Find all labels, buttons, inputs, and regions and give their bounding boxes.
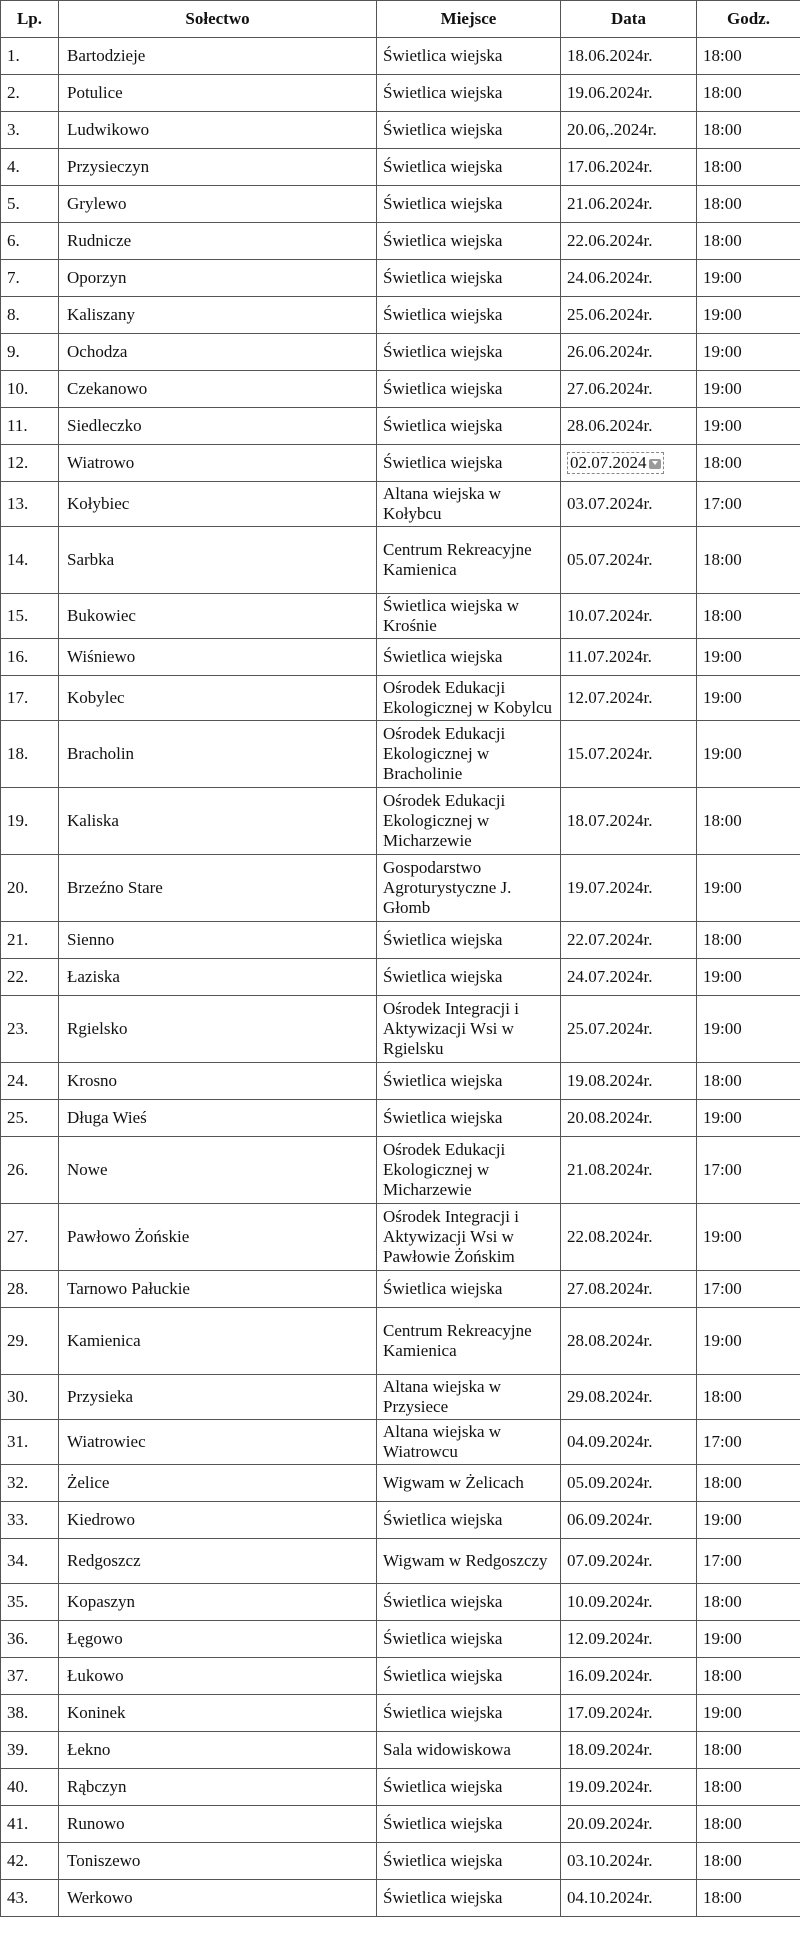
table-row bbox=[1, 1100, 800, 1137]
cell-miejsce: Wigwam w Redgoszczy bbox=[377, 1539, 561, 1584]
cell-miejsce: Ośrodek Edukacji Ekologicznej w Micharzewie bbox=[377, 788, 561, 855]
cell-lp: 8. bbox=[1, 297, 59, 334]
table-row bbox=[1, 1137, 800, 1204]
cell-solectwo: Potulice bbox=[59, 75, 377, 112]
table-row bbox=[1, 996, 800, 1063]
cell-data: 20.09.2024r. bbox=[561, 1806, 697, 1843]
cell-solectwo: Kiedrowo bbox=[59, 1502, 377, 1539]
cell-solectwo: Oporzyn bbox=[59, 260, 377, 297]
table-row bbox=[1, 1621, 800, 1658]
cell-godz: 19:00 bbox=[697, 996, 800, 1063]
cell-data: 18.09.2024r. bbox=[561, 1732, 697, 1769]
cell-godz: 19:00 bbox=[697, 371, 800, 408]
header-miejsce: Miejsce bbox=[377, 1, 561, 38]
cell-lp: 11. bbox=[1, 408, 59, 445]
cell-miejsce: Świetlica wiejska bbox=[377, 1063, 561, 1100]
cell-miejsce: Ośrodek Integracji i Aktywizacji Wsi w Pawłowie Żońskim bbox=[377, 1204, 561, 1271]
cell-solectwo: Łekno bbox=[59, 1732, 377, 1769]
cell-data: 03.07.2024r. bbox=[561, 482, 697, 527]
cell-lp: 16. bbox=[1, 639, 59, 676]
cell-miejsce: Świetlica wiejska bbox=[377, 1271, 561, 1308]
cell-solectwo: Ludwikowo bbox=[59, 112, 377, 149]
cell-miejsce: Świetlica wiejska bbox=[377, 371, 561, 408]
cell-solectwo: Czekanowo bbox=[59, 371, 377, 408]
cell-miejsce: Ośrodek Edukacji Ekologicznej w Micharzewie bbox=[377, 1137, 561, 1204]
cell-data: 20.06,.2024r. bbox=[561, 112, 697, 149]
cell-solectwo: Wiatrowiec bbox=[59, 1420, 377, 1465]
cell-lp: 31. bbox=[1, 1420, 59, 1465]
cell-lp: 2. bbox=[1, 75, 59, 112]
cell-data: 18.06.2024r. bbox=[561, 38, 697, 75]
cell-lp: 30. bbox=[1, 1375, 59, 1420]
cell-godz: 17:00 bbox=[697, 1271, 800, 1308]
cell-lp: 29. bbox=[1, 1308, 59, 1375]
cell-data: 06.09.2024r. bbox=[561, 1502, 697, 1539]
cell-miejsce: Altana wiejska w Przysiece bbox=[377, 1375, 561, 1420]
cell-data: 21.06.2024r. bbox=[561, 186, 697, 223]
cell-miejsce: Świetlica wiejska bbox=[377, 1621, 561, 1658]
cell-godz: 17:00 bbox=[697, 1137, 800, 1204]
cell-solectwo: Żelice bbox=[59, 1465, 377, 1502]
cell-godz: 18:00 bbox=[697, 112, 800, 149]
cell-data: 28.06.2024r. bbox=[561, 408, 697, 445]
cell-lp: 18. bbox=[1, 721, 59, 788]
cell-godz: 19:00 bbox=[697, 676, 800, 721]
cell-miejsce: Świetlica wiejska bbox=[377, 1843, 561, 1880]
cell-godz: 19:00 bbox=[697, 260, 800, 297]
cell-miejsce: Świetlica wiejska bbox=[377, 1502, 561, 1539]
table-row bbox=[1, 721, 800, 788]
cell-godz: 19:00 bbox=[697, 639, 800, 676]
cell-godz: 18:00 bbox=[697, 1806, 800, 1843]
cell-godz: 19:00 bbox=[697, 1204, 800, 1271]
cell-lp: 14. bbox=[1, 527, 59, 594]
table-row bbox=[1, 1465, 800, 1502]
cell-miejsce: Świetlica wiejska bbox=[377, 1769, 561, 1806]
cell-data: 27.08.2024r. bbox=[561, 1271, 697, 1308]
cell-data: 15.07.2024r. bbox=[561, 721, 697, 788]
cell-godz: 18:00 bbox=[697, 1732, 800, 1769]
cell-godz: 18:00 bbox=[697, 1769, 800, 1806]
cell-miejsce: Świetlica wiejska bbox=[377, 297, 561, 334]
cell-godz: 19:00 bbox=[697, 855, 800, 922]
cell-lp: 19. bbox=[1, 788, 59, 855]
cell-miejsce: Ośrodek Integracji i Aktywizacji Wsi w Rgielsku bbox=[377, 996, 561, 1063]
cell-miejsce: Gospodarstwo Agroturystyczne J. Głomb bbox=[377, 855, 561, 922]
cell-miejsce: Świetlica wiejska bbox=[377, 1584, 561, 1621]
cell-godz: 19:00 bbox=[697, 408, 800, 445]
table-row bbox=[1, 855, 800, 922]
cell-data: 22.08.2024r. bbox=[561, 1204, 697, 1271]
cell-miejsce: Sala widowiskowa bbox=[377, 1732, 561, 1769]
cell-godz: 17:00 bbox=[697, 1539, 800, 1584]
cell-solectwo: Toniszewo bbox=[59, 1843, 377, 1880]
cell-lp: 9. bbox=[1, 334, 59, 371]
cell-solectwo: Rgielsko bbox=[59, 996, 377, 1063]
cell-data: 04.10.2024r. bbox=[561, 1880, 697, 1917]
table-row bbox=[1, 149, 800, 186]
table-row bbox=[1, 1539, 800, 1584]
cell-godz: 19:00 bbox=[697, 1621, 800, 1658]
cell-miejsce: Świetlica wiejska bbox=[377, 186, 561, 223]
cell-lp: 4. bbox=[1, 149, 59, 186]
table-row bbox=[1, 1502, 800, 1539]
cell-solectwo: Przysieka bbox=[59, 1375, 377, 1420]
table-row bbox=[1, 445, 800, 482]
table-row bbox=[1, 482, 800, 527]
cell-lp: 5. bbox=[1, 186, 59, 223]
cell-data: 10.07.2024r. bbox=[561, 594, 697, 639]
cell-lp: 33. bbox=[1, 1502, 59, 1539]
cell-godz: 19:00 bbox=[697, 721, 800, 788]
cell-data: 22.07.2024r. bbox=[561, 922, 697, 959]
cell-data: 22.06.2024r. bbox=[561, 223, 697, 260]
cell-miejsce: Świetlica wiejska bbox=[377, 260, 561, 297]
table-row bbox=[1, 371, 800, 408]
cell-lp: 37. bbox=[1, 1658, 59, 1695]
cell-godz: 18:00 bbox=[697, 922, 800, 959]
cell-miejsce: Świetlica wiejska bbox=[377, 1100, 561, 1137]
cell-solectwo: Ochodza bbox=[59, 334, 377, 371]
cell-godz: 18:00 bbox=[697, 1063, 800, 1100]
cell-miejsce: Altana wiejska w Kołybcu bbox=[377, 482, 561, 527]
table-row bbox=[1, 334, 800, 371]
cell-lp: 27. bbox=[1, 1204, 59, 1271]
cell-solectwo: Redgoszcz bbox=[59, 1539, 377, 1584]
cell-miejsce: Świetlica wiejska bbox=[377, 38, 561, 75]
table-row bbox=[1, 676, 800, 721]
cell-lp: 20. bbox=[1, 855, 59, 922]
cell-miejsce: Świetlica wiejska bbox=[377, 445, 561, 482]
table-row bbox=[1, 223, 800, 260]
cell-data: 03.10.2024r. bbox=[561, 1843, 697, 1880]
table-row bbox=[1, 1732, 800, 1769]
cell-solectwo: Kaliska bbox=[59, 788, 377, 855]
cell-godz: 18:00 bbox=[697, 75, 800, 112]
cell-lp: 25. bbox=[1, 1100, 59, 1137]
table-row bbox=[1, 1204, 800, 1271]
cell-solectwo: Siedleczko bbox=[59, 408, 377, 445]
cell-miejsce: Świetlica wiejska bbox=[377, 639, 561, 676]
header-lp: Lp. bbox=[1, 1, 59, 38]
cell-data: 28.08.2024r. bbox=[561, 1308, 697, 1375]
cell-godz: 19:00 bbox=[697, 1308, 800, 1375]
cell-solectwo: Nowe bbox=[59, 1137, 377, 1204]
cell-data: 17.06.2024r. bbox=[561, 149, 697, 186]
cell-godz: 19:00 bbox=[697, 334, 800, 371]
cell-lp: 10. bbox=[1, 371, 59, 408]
cell-data: 17.09.2024r. bbox=[561, 1695, 697, 1732]
cell-data: 11.07.2024r. bbox=[561, 639, 697, 676]
cell-solectwo: Pawłowo Żońskie bbox=[59, 1204, 377, 1271]
cell-lp: 35. bbox=[1, 1584, 59, 1621]
cell-lp: 32. bbox=[1, 1465, 59, 1502]
cell-solectwo: Koninek bbox=[59, 1695, 377, 1732]
cell-solectwo: Runowo bbox=[59, 1806, 377, 1843]
cell-solectwo: Sarbka bbox=[59, 527, 377, 594]
table-row bbox=[1, 594, 800, 639]
header-solectwo: Sołectwo bbox=[59, 1, 377, 38]
table-row bbox=[1, 1271, 800, 1308]
cell-godz: 17:00 bbox=[697, 482, 800, 527]
cell-miejsce: Świetlica wiejska bbox=[377, 408, 561, 445]
cell-godz: 19:00 bbox=[697, 1502, 800, 1539]
cell-lp: 43. bbox=[1, 1880, 59, 1917]
cell-data: 12.09.2024r. bbox=[561, 1621, 697, 1658]
cell-data: 27.06.2024r. bbox=[561, 371, 697, 408]
cell-solectwo: Rudnicze bbox=[59, 223, 377, 260]
cell-solectwo: Kobylec bbox=[59, 676, 377, 721]
table-row bbox=[1, 260, 800, 297]
cell-miejsce: Altana wiejska w Wiatrowcu bbox=[377, 1420, 561, 1465]
cell-lp: 42. bbox=[1, 1843, 59, 1880]
table-row bbox=[1, 1063, 800, 1100]
table-row bbox=[1, 527, 800, 594]
cell-data: 04.09.2024r. bbox=[561, 1420, 697, 1465]
table-row bbox=[1, 1843, 800, 1880]
cell-lp: 24. bbox=[1, 1063, 59, 1100]
cell-lp: 23. bbox=[1, 996, 59, 1063]
cell-godz: 19:00 bbox=[697, 959, 800, 996]
cell-data: 26.06.2024r. bbox=[561, 334, 697, 371]
cell-godz: 18:00 bbox=[697, 186, 800, 223]
cell-data: 24.07.2024r. bbox=[561, 959, 697, 996]
cell-godz: 18:00 bbox=[697, 1658, 800, 1695]
table-row bbox=[1, 112, 800, 149]
cell-godz: 19:00 bbox=[697, 297, 800, 334]
table-row bbox=[1, 1658, 800, 1695]
cell-data: 19.09.2024r. bbox=[561, 1769, 697, 1806]
cell-godz: 18:00 bbox=[697, 527, 800, 594]
table-row bbox=[1, 1806, 800, 1843]
cell-lp: 1. bbox=[1, 38, 59, 75]
cell-data: 19.07.2024r. bbox=[561, 855, 697, 922]
cell-lp: 41. bbox=[1, 1806, 59, 1843]
table-row bbox=[1, 639, 800, 676]
cell-miejsce: Świetlica wiejska bbox=[377, 922, 561, 959]
cell-miejsce: Świetlica wiejska bbox=[377, 223, 561, 260]
cell-lp: 28. bbox=[1, 1271, 59, 1308]
cell-miejsce: Świetlica wiejska bbox=[377, 959, 561, 996]
cell-solectwo: Długa Wieś bbox=[59, 1100, 377, 1137]
cell-solectwo: Kaliszany bbox=[59, 297, 377, 334]
cell-lp: 39. bbox=[1, 1732, 59, 1769]
cell-lp: 17. bbox=[1, 676, 59, 721]
table-row bbox=[1, 1420, 800, 1465]
date-dropdown-value: 02.07.2024 bbox=[570, 453, 647, 472]
cell-solectwo: Wiśniewo bbox=[59, 639, 377, 676]
cell-data: 20.08.2024r. bbox=[561, 1100, 697, 1137]
cell-solectwo: Brzeźno Stare bbox=[59, 855, 377, 922]
header-data: Data bbox=[561, 1, 697, 38]
cell-godz: 18:00 bbox=[697, 149, 800, 186]
cell-godz: 17:00 bbox=[697, 1420, 800, 1465]
cell-data: 05.07.2024r. bbox=[561, 527, 697, 594]
cell-solectwo: Krosno bbox=[59, 1063, 377, 1100]
cell-solectwo: Werkowo bbox=[59, 1880, 377, 1917]
cell-miejsce: Świetlica wiejska bbox=[377, 1658, 561, 1695]
cell-data: 10.09.2024r. bbox=[561, 1584, 697, 1621]
cell-miejsce: Świetlica wiejska bbox=[377, 1806, 561, 1843]
cell-godz: 18:00 bbox=[697, 1375, 800, 1420]
cell-lp: 15. bbox=[1, 594, 59, 639]
cell-solectwo: Łęgowo bbox=[59, 1621, 377, 1658]
table-row bbox=[1, 959, 800, 996]
cell-data: 24.06.2024r. bbox=[561, 260, 697, 297]
cell-miejsce: Świetlica wiejska bbox=[377, 149, 561, 186]
cell-miejsce: Świetlica wiejska bbox=[377, 75, 561, 112]
cell-lp: 34. bbox=[1, 1539, 59, 1584]
cell-solectwo: Kołybiec bbox=[59, 482, 377, 527]
cell-miejsce: Centrum Rekreacyjne Kamienica bbox=[377, 1308, 561, 1375]
cell-miejsce: Ośrodek Edukacji Ekologicznej w Kobylcu bbox=[377, 676, 561, 721]
cell-data: 16.09.2024r. bbox=[561, 1658, 697, 1695]
header-row bbox=[1, 1, 800, 38]
cell-solectwo: Bartodzieje bbox=[59, 38, 377, 75]
cell-miejsce: Centrum Rekreacyjne Kamienica bbox=[377, 527, 561, 594]
cell-godz: 18:00 bbox=[697, 38, 800, 75]
table-row bbox=[1, 1308, 800, 1375]
cell-lp: 40. bbox=[1, 1769, 59, 1806]
cell-data: 05.09.2024r. bbox=[561, 1465, 697, 1502]
cell-miejsce: Świetlica wiejska w Krośnie bbox=[377, 594, 561, 639]
table-row bbox=[1, 1375, 800, 1420]
table-row bbox=[1, 1584, 800, 1621]
cell-data: 12.07.2024r. bbox=[561, 676, 697, 721]
table-row bbox=[1, 922, 800, 959]
table-row bbox=[1, 75, 800, 112]
cell-lp: 13. bbox=[1, 482, 59, 527]
cell-godz: 18:00 bbox=[697, 788, 800, 855]
cell-miejsce: Świetlica wiejska bbox=[377, 112, 561, 149]
cell-data: 25.06.2024r. bbox=[561, 297, 697, 334]
cell-godz: 18:00 bbox=[697, 594, 800, 639]
cell-miejsce: Ośrodek Edukacji Ekologicznej w Bracholinie bbox=[377, 721, 561, 788]
cell-lp: 12. bbox=[1, 445, 59, 482]
table-row bbox=[1, 1880, 800, 1917]
cell-data: 29.08.2024r. bbox=[561, 1375, 697, 1420]
cell-solectwo: Wiatrowo bbox=[59, 445, 377, 482]
table-row bbox=[1, 788, 800, 855]
cell-godz: 18:00 bbox=[697, 1843, 800, 1880]
cell-solectwo: Przysieczyn bbox=[59, 149, 377, 186]
cell-lp: 21. bbox=[1, 922, 59, 959]
cell-lp: 36. bbox=[1, 1621, 59, 1658]
cell-godz: 19:00 bbox=[697, 1695, 800, 1732]
table-row bbox=[1, 1695, 800, 1732]
table-row bbox=[1, 1769, 800, 1806]
table-row bbox=[1, 408, 800, 445]
cell-data: 21.08.2024r. bbox=[561, 1137, 697, 1204]
cell-lp: 6. bbox=[1, 223, 59, 260]
cell-data: 19.08.2024r. bbox=[561, 1063, 697, 1100]
cell-godz: 19:00 bbox=[697, 1100, 800, 1137]
cell-solectwo: Grylewo bbox=[59, 186, 377, 223]
cell-data: 25.07.2024r. bbox=[561, 996, 697, 1063]
header-godz: Godz. bbox=[697, 1, 800, 38]
cell-miejsce: Wigwam w Żelicach bbox=[377, 1465, 561, 1502]
table-row bbox=[1, 297, 800, 334]
cell-data: 18.07.2024r. bbox=[561, 788, 697, 855]
cell-solectwo: Bukowiec bbox=[59, 594, 377, 639]
cell-solectwo: Kopaszyn bbox=[59, 1584, 377, 1621]
cell-godz: 18:00 bbox=[697, 1465, 800, 1502]
cell-lp: 7. bbox=[1, 260, 59, 297]
cell-solectwo: Tarnowo Pałuckie bbox=[59, 1271, 377, 1308]
cell-miejsce: Świetlica wiejska bbox=[377, 1880, 561, 1917]
cell-miejsce: Świetlica wiejska bbox=[377, 334, 561, 371]
cell-lp: 3. bbox=[1, 112, 59, 149]
cell-godz: 18:00 bbox=[697, 1584, 800, 1621]
cell-solectwo: Łaziska bbox=[59, 959, 377, 996]
table-row bbox=[1, 38, 800, 75]
cell-data: 19.06.2024r. bbox=[561, 75, 697, 112]
cell-lp: 26. bbox=[1, 1137, 59, 1204]
table-row bbox=[1, 186, 800, 223]
cell-solectwo: Bracholin bbox=[59, 721, 377, 788]
cell-lp: 22. bbox=[1, 959, 59, 996]
cell-solectwo: Sienno bbox=[59, 922, 377, 959]
cell-solectwo: Kamienica bbox=[59, 1308, 377, 1375]
chevron-down-icon[interactable] bbox=[649, 459, 661, 469]
cell-solectwo: Łukowo bbox=[59, 1658, 377, 1695]
cell-godz: 18:00 bbox=[697, 445, 800, 482]
date-dropdown[interactable] bbox=[567, 452, 664, 474]
cell-miejsce: Świetlica wiejska bbox=[377, 1695, 561, 1732]
cell-godz: 18:00 bbox=[697, 1880, 800, 1917]
cell-solectwo: Rąbczyn bbox=[59, 1769, 377, 1806]
cell-lp: 38. bbox=[1, 1695, 59, 1732]
cell-data bbox=[561, 445, 697, 482]
cell-data: 07.09.2024r. bbox=[561, 1539, 697, 1584]
cell-godz: 18:00 bbox=[697, 223, 800, 260]
